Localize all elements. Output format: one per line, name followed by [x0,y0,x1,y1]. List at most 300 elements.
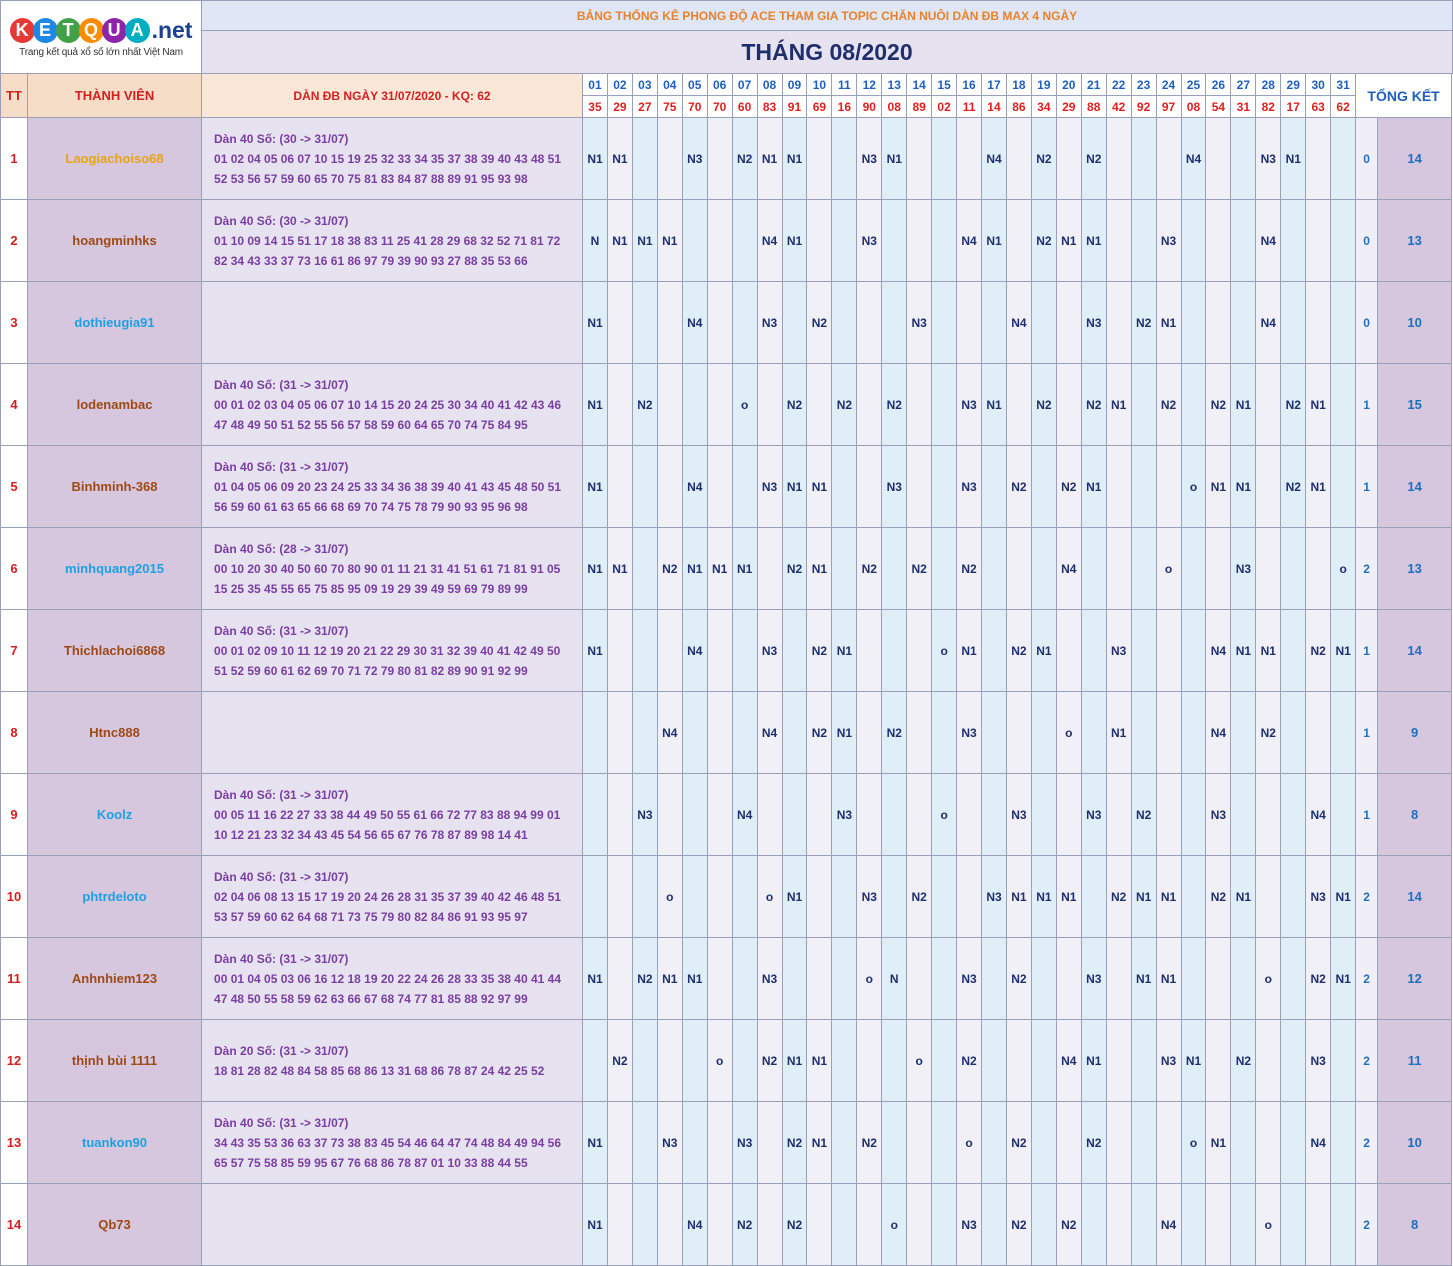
day-mark: N2 [1081,1102,1106,1184]
dan-line: 00 01 02 09 10 11 12 19 20 21 22 29 30 31 32 39 40 41 42 49 50 [214,643,561,658]
member-row [1,364,1453,446]
day-mark: N4 [957,200,982,282]
day-mark [607,282,632,364]
summary-weeks: 1 [1356,610,1378,692]
day-mark [882,200,907,282]
member-row [1,118,1453,200]
dan-line: Dàn 20 Số: (31 -> 31/07) [214,1043,349,1058]
day-mark: N3 [1081,282,1106,364]
day-mark: N3 [907,282,932,364]
member-row [1,1020,1453,1102]
summary-weeks: 1 [1356,774,1378,856]
day-mark [1281,1102,1306,1184]
day-mark [583,692,608,774]
day-mark: N3 [982,856,1007,938]
day-mark [1331,200,1356,282]
dan-cell [202,200,583,282]
result-cell: 83 [757,96,782,118]
dan-cell [202,446,583,528]
day-mark: N1 [732,528,757,610]
day-mark [932,1184,957,1266]
day-mark: N2 [1281,364,1306,446]
summary-total: 13 [1378,200,1452,282]
day-mark [932,856,957,938]
day-mark: N3 [657,1102,682,1184]
day-mark [1281,692,1306,774]
dan-cell [202,610,583,692]
day-mark: N4 [657,692,682,774]
dan-line: 00 01 02 03 04 05 06 07 10 14 15 20 24 25 30 34 40 41 42 43 46 [214,397,561,412]
dan-cell [202,1184,583,1266]
day-mark [1031,1102,1056,1184]
result-cell: 08 [882,96,907,118]
day-mark [1081,692,1106,774]
day-mark: N2 [882,364,907,446]
day-mark [1156,610,1181,692]
logo-suffix: .net [151,16,193,43]
day-mark [957,118,982,200]
day-mark [832,282,857,364]
day-header: 26 [1206,74,1231,96]
summary-weeks: 0 [1356,200,1378,282]
day-mark: N2 [857,528,882,610]
day-mark [857,1184,882,1266]
day-mark [907,774,932,856]
day-mark [1106,446,1131,528]
day-mark [982,1020,1007,1102]
day-mark: N3 [1081,774,1106,856]
day-mark [1331,1184,1356,1266]
result-cell: 11 [957,96,982,118]
day-mark: N2 [907,528,932,610]
day-mark [607,610,632,692]
day-mark: N3 [1206,774,1231,856]
summary-weeks: 0 [1356,118,1378,200]
day-mark [882,610,907,692]
day-mark [1231,692,1256,774]
day-mark [1031,1184,1056,1266]
day-mark: N2 [1081,118,1106,200]
result-cell: 97 [1156,96,1181,118]
day-mark: N1 [682,938,707,1020]
day-header: 28 [1256,74,1281,96]
dan-line: Dàn 40 Số: (31 -> 31/07) [214,787,349,802]
day-mark [1231,200,1256,282]
day-header: 04 [657,74,682,96]
day-mark: N2 [1056,1184,1081,1266]
day-mark: N2 [807,282,832,364]
day-header: 06 [707,74,732,96]
dan-cell [202,692,583,774]
day-mark: N3 [957,938,982,1020]
day-mark: N1 [782,200,807,282]
day-mark [1006,528,1031,610]
dan-line: 47 48 50 55 58 59 62 63 66 67 68 74 77 81 85 88 92 97 99 [214,991,528,1006]
result-cell: 82 [1256,96,1281,118]
day-mark [882,774,907,856]
day-mark [982,692,1007,774]
day-mark [607,692,632,774]
day-mark: N1 [607,200,632,282]
day-mark [1056,118,1081,200]
day-mark [607,1102,632,1184]
day-mark: N1 [583,364,608,446]
dan-line: 52 53 56 57 59 60 65 70 75 81 83 84 87 88 89 91 95 93 98 [214,171,528,186]
result-cell: 70 [682,96,707,118]
day-mark: o [1331,528,1356,610]
day-mark [632,1102,657,1184]
result-cell: 17 [1281,96,1306,118]
day-mark [1331,1020,1356,1102]
day-mark: N1 [807,1020,832,1102]
day-mark: N1 [1156,282,1181,364]
day-mark: N4 [1156,1184,1181,1266]
day-mark [1231,774,1256,856]
day-mark: N1 [583,1102,608,1184]
day-mark: o [757,856,782,938]
result-cell: 86 [1006,96,1031,118]
day-mark: N1 [1106,364,1131,446]
day-mark [857,1020,882,1102]
dan-line: 00 10 20 30 40 50 60 70 80 90 01 11 21 31 41 51 61 71 81 91 05 [214,561,561,576]
day-mark [732,1020,757,1102]
day-mark: N3 [857,118,882,200]
day-mark [757,1184,782,1266]
day-mark [782,610,807,692]
day-mark: N4 [1206,610,1231,692]
day-mark [657,610,682,692]
day-mark [1106,1020,1131,1102]
day-mark [632,1020,657,1102]
day-mark [1206,1184,1231,1266]
day-mark [832,1020,857,1102]
header-member: THÀNH VIÊN [28,74,202,118]
day-mark [1281,528,1306,610]
member-row [1,1184,1453,1266]
summary-total: 14 [1378,610,1452,692]
day-mark [1231,282,1256,364]
day-mark: N1 [1231,364,1256,446]
day-mark [832,200,857,282]
dan-line: 01 02 04 05 06 07 10 15 19 25 32 33 34 35 37 38 39 40 43 48 51 [214,151,561,166]
day-mark [982,282,1007,364]
day-mark [1306,1184,1331,1266]
day-mark [1281,282,1306,364]
dan-line: Dàn 40 Số: (31 -> 31/07) [214,377,349,392]
day-mark: N3 [857,856,882,938]
day-mark: o [882,1184,907,1266]
result-cell: 70 [707,96,732,118]
day-mark [1131,610,1156,692]
day-mark: N2 [907,856,932,938]
day-mark [982,528,1007,610]
day-mark: N1 [1331,610,1356,692]
row-number: 6 [1,528,28,610]
day-mark [882,282,907,364]
day-mark: N1 [682,528,707,610]
row-number: 2 [1,200,28,282]
day-mark [707,692,732,774]
day-mark [1131,692,1156,774]
day-mark: N1 [583,118,608,200]
day-mark: N2 [632,364,657,446]
day-mark: N3 [957,446,982,528]
day-mark [1031,938,1056,1020]
row-number: 10 [1,856,28,938]
day-mark [932,200,957,282]
member-row [1,200,1453,282]
day-header: 02 [607,74,632,96]
dan-line: 02 04 06 08 13 15 17 19 20 24 26 28 31 35 37 39 40 42 46 48 51 [214,889,561,904]
day-mark [1206,1020,1231,1102]
row-number: 5 [1,446,28,528]
day-mark: N1 [1031,610,1056,692]
day-mark: N3 [757,938,782,1020]
day-mark [732,938,757,1020]
dan-line: 01 04 05 06 09 20 23 24 25 33 34 36 38 39 40 41 43 45 48 50 51 [214,479,561,494]
day-mark [1281,200,1306,282]
day-mark [1181,364,1206,446]
day-mark [1181,692,1206,774]
day-mark [1081,856,1106,938]
day-mark [1131,118,1156,200]
logo-letter: A [125,18,150,43]
day-mark [807,118,832,200]
day-mark: N4 [1181,118,1206,200]
day-mark: N1 [583,446,608,528]
day-mark [1006,118,1031,200]
day-mark [682,774,707,856]
day-mark [832,938,857,1020]
day-mark: N1 [1106,692,1131,774]
day-mark: N2 [732,1184,757,1266]
day-mark [1131,528,1156,610]
day-mark [1131,1102,1156,1184]
summary-weeks: 2 [1356,1102,1378,1184]
day-mark [1031,528,1056,610]
member-name: Thichlachoi6868 [28,610,202,692]
day-mark: N2 [1206,856,1231,938]
day-mark [957,774,982,856]
day-mark: N1 [1081,200,1106,282]
day-mark [907,118,932,200]
day-mark: N2 [757,1020,782,1102]
day-header: 01 [583,74,608,96]
day-mark [1256,1102,1281,1184]
day-mark: N1 [1181,1020,1206,1102]
day-mark [1131,364,1156,446]
day-mark: N [583,200,608,282]
day-mark [757,1102,782,1184]
day-mark [857,446,882,528]
day-mark: o [657,856,682,938]
day-mark: N2 [1006,1184,1031,1266]
dan-line: 10 12 21 23 32 34 43 45 54 56 65 67 76 78 87 89 98 14 41 [214,827,528,842]
summary-total: 9 [1378,692,1452,774]
result-cell: 88 [1081,96,1106,118]
member-name: Laogiachoiso68 [28,118,202,200]
day-mark [982,1184,1007,1266]
summary-weeks: 2 [1356,1020,1378,1102]
day-mark [657,774,682,856]
dan-line: Dàn 40 Số: (31 -> 31/07) [214,623,349,638]
result-cell: 92 [1131,96,1156,118]
day-mark: N2 [1031,364,1056,446]
row-number: 4 [1,364,28,446]
day-mark: o [732,364,757,446]
summary-total: 14 [1378,118,1452,200]
day-mark: o [907,1020,932,1102]
day-mark: N2 [1006,610,1031,692]
day-mark: N1 [1156,856,1181,938]
day-mark [807,856,832,938]
day-mark [1256,364,1281,446]
day-mark [1206,528,1231,610]
day-mark [1231,938,1256,1020]
day-mark: N3 [1156,200,1181,282]
day-mark [857,692,882,774]
result-cell: 90 [857,96,882,118]
day-mark: N4 [757,692,782,774]
member-name: Anhnhiem123 [28,938,202,1020]
day-mark: N4 [1206,692,1231,774]
day-mark: N1 [982,364,1007,446]
day-mark [1281,1020,1306,1102]
day-mark: N1 [782,1020,807,1102]
day-mark [1256,528,1281,610]
day-mark: N1 [1056,856,1081,938]
day-mark [607,1184,632,1266]
dan-cell [202,1020,583,1102]
row-number: 12 [1,1020,28,1102]
day-mark [907,938,932,1020]
day-mark [1156,692,1181,774]
day-mark: N1 [1306,446,1331,528]
day-mark [1156,774,1181,856]
day-mark [1106,1102,1131,1184]
day-mark: N1 [882,118,907,200]
day-mark: N1 [832,692,857,774]
day-mark [632,282,657,364]
day-header: 30 [1306,74,1331,96]
day-mark: N1 [657,938,682,1020]
day-mark: N4 [757,200,782,282]
day-mark [982,446,1007,528]
day-mark [1306,282,1331,364]
dan-cell [202,1102,583,1184]
day-mark: N2 [857,1102,882,1184]
member-row [1,938,1453,1020]
day-mark [1206,282,1231,364]
day-header: 07 [732,74,757,96]
summary-weeks: 2 [1356,528,1378,610]
day-mark: N2 [1306,938,1331,1020]
day-mark [932,528,957,610]
day-mark: N3 [857,200,882,282]
day-header: 21 [1081,74,1106,96]
day-mark: N2 [782,528,807,610]
day-mark [882,856,907,938]
day-mark [832,856,857,938]
result-cell: 91 [782,96,807,118]
row-number: 3 [1,282,28,364]
day-mark: N1 [1131,938,1156,1020]
day-mark [1281,856,1306,938]
day-mark [1056,282,1081,364]
day-mark [732,200,757,282]
member-name: phtrdeloto [28,856,202,938]
day-mark [1156,446,1181,528]
day-mark: N3 [1306,856,1331,938]
day-header: 17 [982,74,1007,96]
day-mark [632,692,657,774]
day-mark: N2 [1131,282,1156,364]
day-mark [782,692,807,774]
day-mark: N [882,938,907,1020]
day-mark: N1 [632,200,657,282]
day-header: 14 [907,74,932,96]
day-mark [1181,774,1206,856]
day-mark: N1 [757,118,782,200]
day-header: 16 [957,74,982,96]
day-mark: N3 [1006,774,1031,856]
dan-cell [202,856,583,938]
day-mark [1231,118,1256,200]
member-name: Binhminh-368 [28,446,202,528]
day-mark [1031,692,1056,774]
summary-total: 12 [1378,938,1452,1020]
dan-line: 18 81 28 82 48 84 58 85 68 86 13 31 68 86 78 87 24 42 25 52 [214,1063,545,1078]
dan-cell [202,938,583,1020]
summary-total: 10 [1378,1102,1452,1184]
day-mark [1306,118,1331,200]
day-mark [632,610,657,692]
day-mark [957,856,982,938]
result-cell: 42 [1106,96,1131,118]
day-mark [1106,938,1131,1020]
row-number: 13 [1,1102,28,1184]
dan-line: Dàn 40 Số: (30 -> 31/07) [214,131,349,146]
day-mark: N1 [583,1184,608,1266]
day-mark [932,692,957,774]
logo-tagline: Trang kết quả xổ số lớn nhất Việt Nam [19,46,183,58]
day-mark [1081,610,1106,692]
day-mark [583,856,608,938]
result-cell: 16 [832,96,857,118]
result-cell: 75 [657,96,682,118]
day-mark: N4 [1256,282,1281,364]
day-mark [1281,1184,1306,1266]
day-header: 15 [932,74,957,96]
day-mark [632,856,657,938]
day-mark [1131,1184,1156,1266]
day-mark [1331,282,1356,364]
day-header: 11 [832,74,857,96]
day-mark: N2 [1031,200,1056,282]
day-mark [932,282,957,364]
day-mark: N2 [607,1020,632,1102]
day-mark: N2 [882,692,907,774]
day-mark [1006,364,1031,446]
summary-weeks: 0 [1356,282,1378,364]
day-header: 19 [1031,74,1056,96]
day-mark: N1 [982,200,1007,282]
day-mark: N1 [807,1102,832,1184]
day-mark [1106,118,1131,200]
day-mark [1306,528,1331,610]
day-mark [1156,118,1181,200]
result-cell: 62 [1331,96,1356,118]
